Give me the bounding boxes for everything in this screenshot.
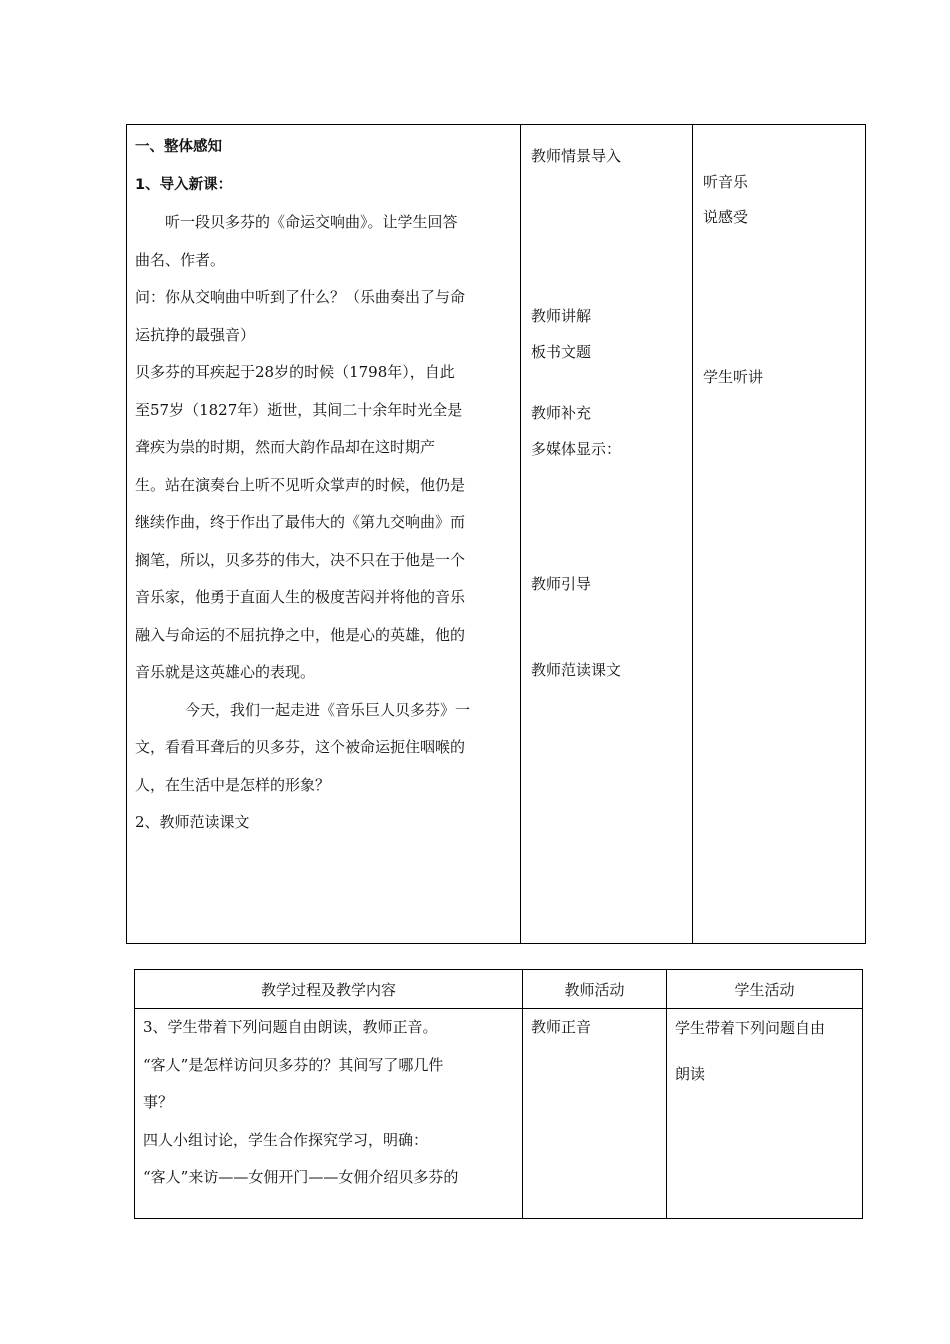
- student-note: 学生听讲: [703, 368, 764, 386]
- teacher-activity-cell: [521, 125, 693, 944]
- student-activity-cell: [667, 1009, 863, 1219]
- student-note: 说感受: [703, 208, 749, 226]
- paragraph-line: 贝多芬的耳疾起于28岁的时候（1798年），自此: [135, 363, 455, 381]
- paragraph-line: 文，看看耳聋后的贝多芬，这个被命运扼住咽喉的: [135, 738, 466, 756]
- paragraph-line: 搁笔，所以，贝多芬的伟大，决不只在于他是一个: [135, 550, 466, 569]
- paragraph-line: 今天，我们一起走进《音乐巨人贝多芬》一: [185, 700, 471, 719]
- header-student: 学生活动: [667, 970, 863, 1009]
- student-note: 朗读: [675, 1065, 706, 1083]
- paragraph-line: 问：你从交响曲中听到了什么？（乐曲奏出了与命: [135, 288, 466, 306]
- paragraph-line: 曲名、作者。: [135, 250, 226, 269]
- header-content: 教学过程及教学内容: [135, 970, 523, 1009]
- teacher-note: 教师补充: [531, 404, 592, 422]
- teacher-note: 教师引导: [531, 575, 592, 593]
- teacher-note: 教师讲解: [531, 307, 592, 325]
- student-note: 学生带着下列问题自由: [675, 1019, 826, 1037]
- teacher-note: 教师范读课文: [531, 661, 622, 679]
- paragraph-line: “客人”是怎样访问贝多芬的？其间写了哪几件: [143, 1055, 444, 1074]
- paragraph-line: 音乐家，他勇于直面人生的极度苦闷并将他的音乐: [135, 588, 466, 606]
- paragraph-line: 至57岁（1827年）逝世，其间二十余年时光全是: [135, 400, 463, 419]
- paragraph-line: 听一段贝多芬的《命运交响曲》。让学生回答: [165, 213, 458, 231]
- subsection-heading: 1、导入新课：: [135, 176, 233, 193]
- paragraph-line: 2、教师范读课文: [135, 813, 250, 831]
- teacher-note: 教师情景导入: [531, 147, 622, 165]
- paragraph-line: 人，在生活中是怎样的形象？: [135, 775, 331, 794]
- paragraph-line: 3、学生带着下列问题自由朗读，教师正音。: [143, 1018, 438, 1036]
- teacher-note: 多媒体显示：: [531, 440, 622, 458]
- teacher-activity-cell: [523, 1009, 667, 1219]
- content-cell: [135, 1009, 523, 1219]
- lesson-table-1: [126, 124, 866, 944]
- student-activity-cell: [693, 125, 866, 944]
- section-heading: 一、整体感知: [135, 139, 222, 155]
- lesson-table-2: [134, 969, 863, 1219]
- header-teacher: 教师活动: [523, 970, 667, 1009]
- paragraph-line: 事？: [143, 1093, 174, 1111]
- paragraph-line: “客人”来访——女佣开门——女佣介绍贝多芬的: [143, 1168, 459, 1186]
- student-note: 听音乐: [703, 173, 749, 191]
- paragraph-line: 生。站在演奏台上听不见听众掌声的时候，他仍是: [135, 475, 466, 494]
- teacher-note: 教师正音: [531, 1018, 592, 1036]
- paragraph-line: 运抗挣的最强音）: [135, 325, 256, 344]
- paragraph-line: 音乐就是这英雄心的表现。: [135, 663, 316, 681]
- paragraph-line: 四人小组讨论，学生合作探究学习，明确：: [143, 1130, 429, 1149]
- paragraph-line: 融入与命运的不屈抗挣之中，他是心的英雄，他的: [135, 625, 466, 644]
- paragraph-line: 聋疾为祟的时期，然而大韵作品却在这时期产: [135, 438, 436, 456]
- content-cell: [127, 125, 521, 944]
- paragraph-line: 继续作曲，终于作出了最伟大的《第九交响曲》而: [135, 513, 466, 531]
- teacher-note: 板书文题: [531, 343, 592, 361]
